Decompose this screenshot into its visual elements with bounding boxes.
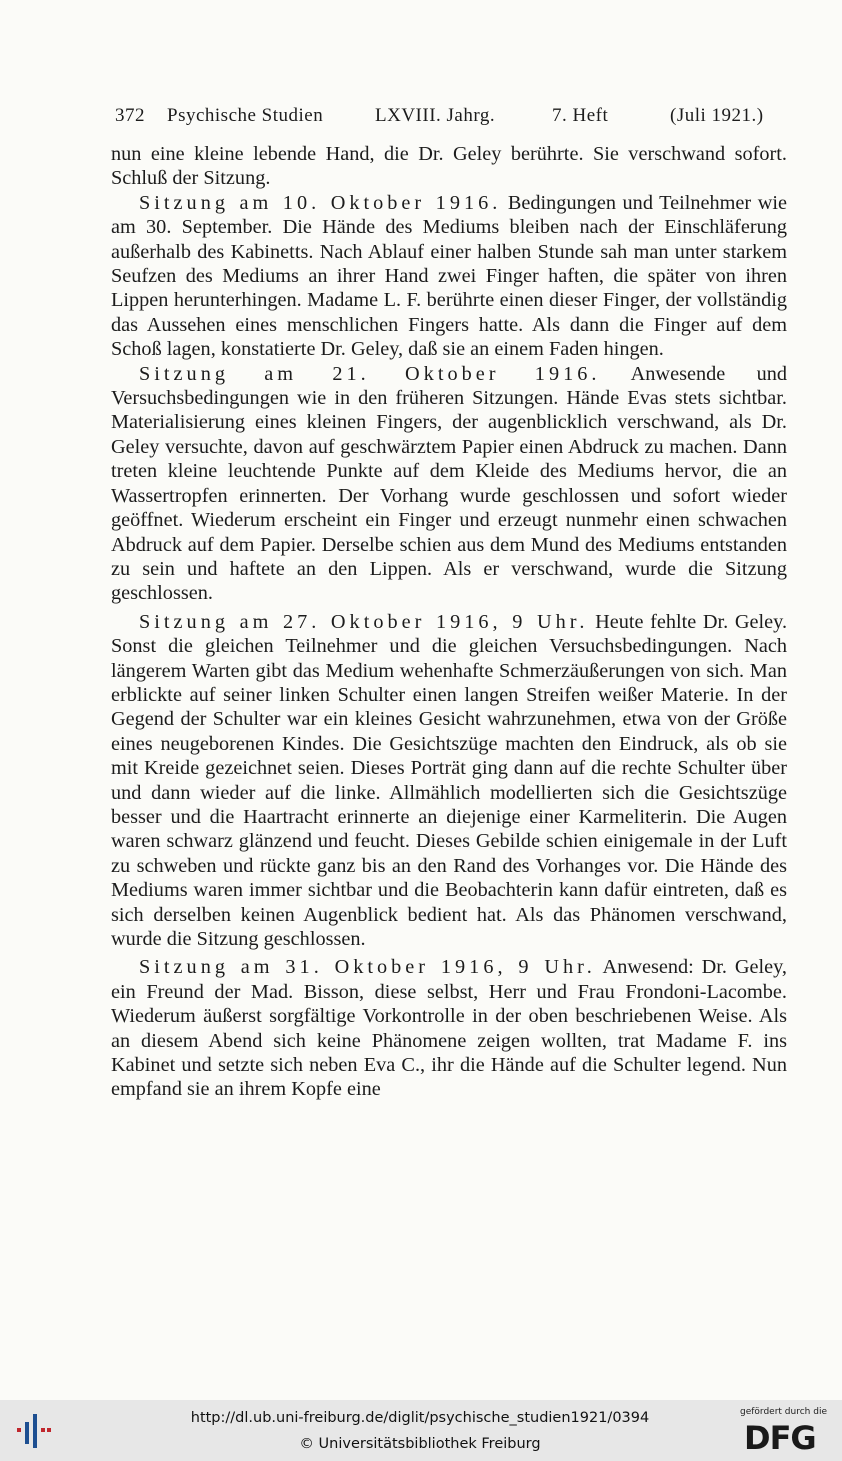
paragraph — [111, 362, 787, 606]
volume: LXVIII. Jahrg. — [375, 105, 496, 126]
issue-date: (Juli 1921.) — [670, 105, 764, 126]
running-header — [115, 105, 787, 127]
session-heading: Sitzung am 10. Oktober 1916. — [139, 191, 502, 214]
copyright-notice: © Universitätsbibliothek Freiburg — [299, 1436, 541, 1452]
body-text — [111, 142, 787, 1102]
paragraph-text: Anwesend: Dr. Geley, ein Freund der Mad. Bisson, diese selbst, Herr und Frau Frondoni-Lacombe. Wiederum äußerst sorgfältige Vorkontrolle in der oben beschriebenen Weise. Als an diesem Abend sich keine Phänomene zeigen wollten, trat Madame F. ins Kabinet und setzte sich neben Eva C., ihr die Hände auf die Schulter legend. Nun empfand sie an ihrem Kopfe eine — [111, 956, 788, 1101]
paragraph-text: Bedingungen und Teilnehmer wie am 30. September. Die Hände des Mediums bleiben nach der Einschläferung außerhalb des Kabinetts. Nach Ablauf einer halben Stunde sah man unter starkem Seufzen des Mediums an ihrer Hand zwei Finger haften, die später von ihren Lippen herunterhingen. Madame L. F. berührte einen dieser Finger, der vollständig das Aussehen eines menschlichen Fingers hatte. Als dann die Finger auf dem Schoß lagen, konstatierte Dr. Geley, daß sie an einem Faden hingen. — [111, 191, 787, 361]
ub-freiburg-logo-icon — [14, 1412, 54, 1450]
paragraph: nun eine kleine lebende Hand, die Dr. Geley berührte. Sie verschwand sofort. Schluß der Sitzung. — [111, 143, 787, 190]
paragraph — [111, 191, 787, 362]
session-heading: Sitzung am 21. Oktober 1916. — [139, 362, 601, 385]
page-number: 372 — [115, 105, 145, 126]
paragraph-text: Heute fehlte Dr. Geley. Sonst die gleichen Teilnehmer und die gleichen Versuchsbedingungen. Nach längerem Warten gibt das Medium wehenhafte Schmerzäußerungen von sich. Man erblickte auf seiner linken Schulter einen langen Streifen weißer Materie. In der Gegend der Schulter war ein kleines Gesicht wahrzunehmen, etwa von der Größe eines neugeborenen Kindes. Die Gesichtszüge machten den Eindruck, als ob sie mit Kreide gezeichnet seien. Dieses Porträt ging dann auf die rechte Schulter über und dann wieder auf die linke. Allmählich modellierten sich die Gesichtszüge besser und die Haartracht erinnerte an diejenige einer Karmeliterin. Die Augen waren schwarz glänzend und feucht. Dieses Gebilde schien einigemale in der Luft zu schweben und rückte ganz bis an den Rand des Vorhanges vor. Die Hände des Mediums waren immer sichtbar und die Beobachterin kann dafür eintreten, daß es sich derselben keinen Augenblick bedient hat. Als das Phänomen verschwand, wurde die Sitzung geschlossen. — [111, 610, 788, 950]
session-heading: Sitzung am 27. Oktober 1916, 9 Uhr. — [139, 610, 589, 633]
issue: 7. Heft — [552, 105, 609, 126]
paragraph — [111, 955, 787, 1101]
session-heading: Sitzung am 31. Oktober 1916, 9 Uhr. — [139, 956, 596, 979]
sponsor-note: gefördert durch die — [740, 1407, 827, 1417]
paragraph-text: Anwesende und Versuchsbedingungen wie in den früheren Sitzungen. Hände Evas stets sichtbar. Materialisierung eines kleinen Fingers, der augenblicklich verschwand, als Dr. Geley versuchte, davon auf geschwärztem Papier einen Abdruck zu machen. Dann treten kleine leuchtende Punkte auf dem Kleide des Mediums hervor, die an Wassertropfen erinnerten. Der Vorhang wurde geschlossen und sofort wieder geöffnet. Wiederum erscheint ein Finger und erzeugt nunmehr einen schwachen Abdruck auf dem Papier. Derselbe schien aus dem Mund des Mediums entstanden zu sein und haftete an den Lippen. Als er verschwand, wurde die Sitzung geschlossen. — [111, 362, 787, 605]
dfg-logo: DFG — [744, 1419, 816, 1457]
journal-title: Psychische Studien — [167, 105, 324, 126]
footer-bar — [0, 1400, 842, 1461]
source-url-link[interactable]: http://dl.ub.uni-freiburg.de/diglit/psychische_studien1921/0394 — [190, 1410, 650, 1426]
paragraph — [111, 610, 787, 952]
